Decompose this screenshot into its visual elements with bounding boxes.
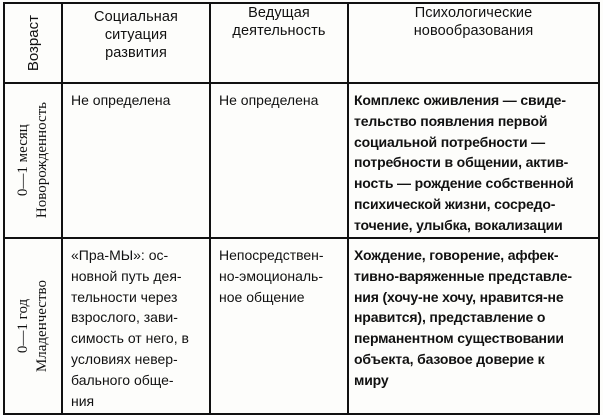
header-social-cell [62, 3, 210, 83]
header-social: Социальная ситуация развития [94, 9, 178, 61]
row-psych-text: Комплекс оживления — свиде- тельство появления первой социальной потребности — потребности в общении, актив- ность — рождение собственной психической жизни, сосредо- точение, улыбка, вокализации [354, 92, 574, 233]
row-activity-text: Непосредствен- но-эмоциональ- ное общение [219, 247, 324, 305]
header-activity: Ведущая деятельность [232, 5, 326, 39]
development-table [3, 2, 600, 415]
row-age-label: 0—1 год Младенчество [15, 279, 50, 373]
social-cell [62, 238, 210, 414]
psych-cell [348, 238, 599, 414]
psych-cell [348, 83, 599, 238]
activity-cell [210, 83, 348, 238]
row-social-text: Не определена [71, 92, 171, 108]
header-psych-cell [348, 3, 599, 83]
header-age-cell [4, 3, 62, 83]
age-cell [4, 238, 62, 414]
social-cell [62, 83, 210, 238]
activity-cell [210, 238, 348, 414]
age-cell [4, 83, 62, 238]
header-activity-cell [210, 3, 348, 83]
row-psych-text: Хождение, говорение, аффек- тивно-варяженные представле- ния (хочу-не хочу, нравится-не нравится), представление о перманентном существовании объекта, базовое доверие к миру [354, 247, 572, 388]
header-row [4, 3, 599, 83]
header-psych: Психологические новообразования [413, 5, 534, 39]
header-age: Возраст [24, 14, 42, 72]
row-activity-text: Не определена [219, 92, 319, 108]
table-row [4, 238, 599, 414]
row-social-text: «Пра-МЫ»: ос- новной путь дея- тельности через взрослого, зави- симость от него, в условиях невер- бального обще- ния [71, 247, 189, 409]
row-age-label: 0—1 месяц Новорожденность [15, 102, 50, 219]
table-row [4, 83, 599, 238]
